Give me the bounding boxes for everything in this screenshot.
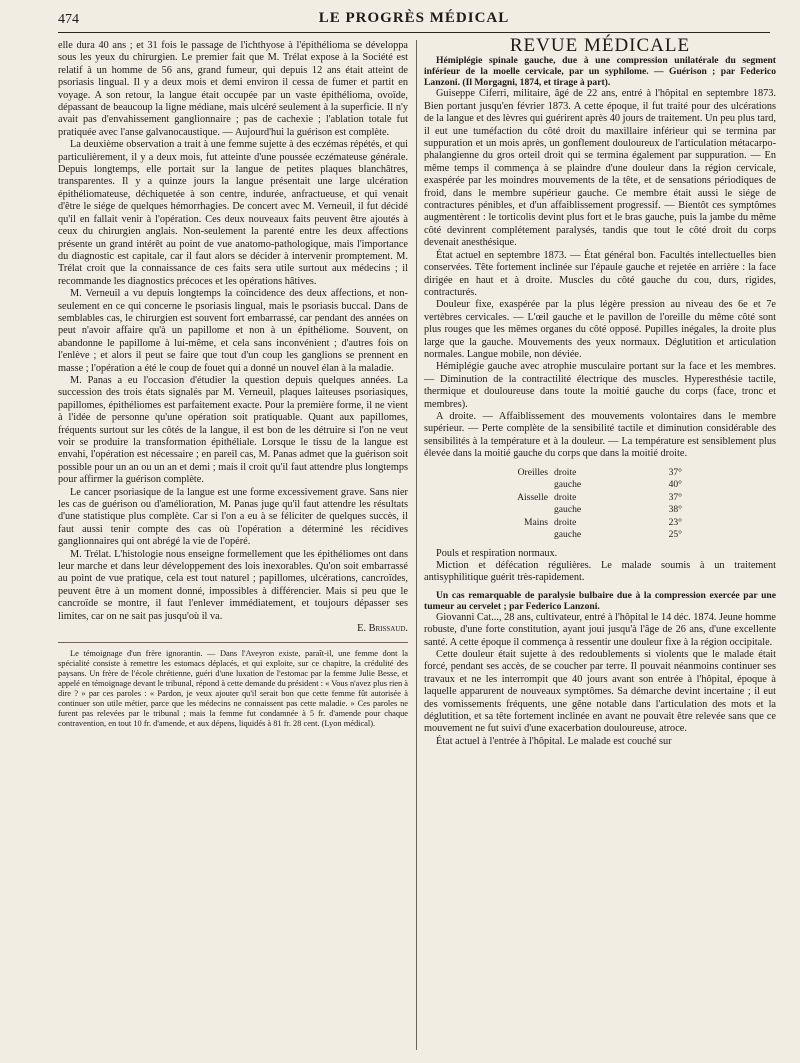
temperature-table (490, 467, 776, 542)
table-row (490, 467, 776, 480)
side-label: gauche (554, 504, 582, 516)
paragraph: État actuel en septembre 1873. — État général bon. Facultés intellectuelles bien conservées. Tête fortement inclinée sur l'épaule gauche et rejetée en arrière : la face dirigée en haut et à droite. Muscles du côté gauche du cou, durs, rigides, contracturés. (424, 249, 776, 298)
table-row (490, 529, 776, 542)
article-title: Hémiplégie spinale gauche, due à une compression unilatérale du segment inférieur de la moelle cervicale, par un syphilome. — Guérison ; par Federico Lanzoni. (Il Morgagni, 1874, et tirage à part). (424, 55, 776, 89)
paragraph: État actuel à l'entrée à l'hôpital. Le malade est couché sur (436, 735, 672, 747)
paragraph: M. Panas a eu l'occasion d'étudier la question depuis quelques années. La succession des trois états signalés par M. Verneuil, plaques laiteuses psoriasiques, papillomes, épithéliomes est parfaitement exacte. Pour la première forme, il ne vient à l'idée de personne qu'une opération soit pratiquable. Quant aux papillomes, fréquents surtout sur les côtés de la langue, il est bon de les détruire si l'on ne veut voir se produire la transformation épithéliale. Lorsque le tissu de la langue est envahi, l'opération est nécessaire ; en pareil cas, M. Panas admet que la guérison soit possible pour un an ou un an et demi ; mais il croit qu'il faut attendre plus longtemps pour affirmer la guérison complète. (58, 374, 408, 486)
paragraph: Pouls et respiration normaux. (436, 547, 558, 559)
article-title: Un cas remarquable de paralysie bulbaire due à la compression exercée par une tumeur au cervelet ; par Federico Lanzoni. (424, 589, 776, 612)
temp-value: 40° (668, 479, 682, 491)
page-number: 474 (58, 12, 79, 27)
table-row (490, 517, 776, 530)
temp-value: 23° (668, 516, 682, 528)
paragraph: elle dura 40 ans ; et 31 fois le passage de l'ichthyose à l'épithélioma se développa sous les yeux du chirurgien. Le premier fait que M. Trélat expose à la Société est relatif à un homme de 56 ans, grand fumeur, qui depuis 12 ans était atteint de psoriasis lingual. Il y a deux mois et demi environ il cessa de fumer et partit en voyage. A son retour, la langue était occupée par un vaste épithélioma, ovoïde, dépassant de beaucoup la ligne médiane, mais ulcéré seulement à la superficie. Il n'y avait pas d'envahissement ganglionnaire ; pas de cachexie ; l'ablation totale fut pratiquée avec l'anse galvanocaustique. — Aujourd'hui la guérison est complète. (58, 40, 408, 138)
paragraph: Guiseppe Ciferri, militaire, âgé de 22 ans, entré à l'hôpital en septembre 1873. Bien portant jusqu'en février 1873. A cette époque, il fut traité pour des ulcérations de la langue et des lèvres qui guérirent après 40 jours de traitement. Un peu plus tard, il eut une tuméfaction du côté droit du maxillaire inférieur qui se termina par suppuration et un mois après, un gonflement douloureux de l'articulation métacarpo-phalangienne du gros orteil droit qui se termina également par suppuration. — En même temps il commença à se plaindre d'une douleur dans la région cervicale, exaspérée par les moindres mouvements de la tête, et de sensations périodiques de froid, dans le membre supérieur gauche. Ce membre était aussi le siége de contractures pénibles, et d'un affaiblissement progressif. — Bientôt ces symptômes augmentèrent : le torticolis devint plus fort et le bras gauche, puis la jambe du même côté devinrent complétement paralysés, tandis que tout le côté droit du corps devenait anesthésique. (424, 88, 776, 249)
site-label: Aisselle (517, 491, 548, 503)
paragraph: Douleur fixe, exaspérée par la plus légère pression au niveau des 6e et 7e vertèbres cervicales. — L'œil gauche et le pavillon de l'oreille du même côté sont plus rouges que les mêmes organes du côté opposé. Pupilles inégales, la droite plus large que la gauche. Mouvements des yeux normaux. Déglutition et articulation normales. Langue mobile, non déviée. (424, 299, 776, 360)
footnote (58, 649, 408, 729)
temp-value: 38° (668, 504, 682, 516)
paragraph: La deuxième observation a trait à une femme sujette à des eczémas répétés, et qui particulièrement, il y a deux mois, fut atteinte d'une poussée eczémateuse générale. Depuis longtemps, elle portait sur la langue de petites plaques blanchâtres, transparentes. Il y a quinze jours la langue présentait une large ulcération épithéliomateuse, déchiquetée à son centre, indurée, anfractueuse, et qui venait d'être le siége de quelques hémorrhagies. De concert avec M. Verneuil, il fut décidé qu'il en fallait venir à l'opération. Ces deux nouveaux faits peuvent être ajoutés à ceux du chirurgien anglais. Non-seulement la parenté entre les deux affections présente un grand intérêt au point de vue anatomo-pathologique, mais l'importance du diagnostic est capitale, car il faut alors se décider à intervenir promptement. M. Trélat croit que la connaissance de ces faits sera utile surtout aux médecins ; il recommande les diagnostics précoces et les opérations hâtives. (58, 139, 408, 287)
site-label: Mains (524, 516, 548, 528)
table-row (490, 504, 776, 517)
footnote-rule (58, 642, 408, 643)
paragraph: Cette douleur était sujette à des redoublements si violents que le malade était forcé, pendant ses accès, de se coucher par terre. Il pouvait néanmoins continuer ses travaux et ne les interrompit que 40 jours avant son entrée à l'hôpital, époque à laquelle apparurent de nouveaux symptômes. Sa démarche devint incertaine ; il eut des vomissements fréquents, une gêne notable dans l'articulation des mots et la déglutition, et sa tête fortement inclinée en avant ne pouvait être relevée sans que ce mouvement ne fut suivi d'une exacerbation douloureuse, atroce. (424, 649, 776, 735)
temp-value: 37° (668, 466, 682, 478)
site-label (490, 504, 554, 517)
table-row (490, 479, 776, 492)
author-signature: E. Brissaud. (357, 623, 408, 635)
page-header (58, 10, 770, 34)
paragraph: A droite. — Affaiblissement des mouvements volontaires dans le membre supérieur. — Perte complète de la sensibilité tactile et diminution considérable des sensibilités à la température et à la douleur. — La température est sensiblement plus élevée dans la moitié gauche du corps que dans la moitié droite. (424, 410, 776, 460)
paragraph: M. Trélat. L'histologie nous enseigne formellement que les épithéliomes ont dans leur marche et dans leur développement des lois inexorables. Qu'on soit embarrassé au point de vue pratique, cela est tout naturel ; papillomes, ulcérations, cancroïdes, peuvent être à un moment donné, impossibles à différencier. Mais si peu que le cancroïde se montre, il faut l'enlever immédiatement, et toujours dépasser ses limites, car on ne sait pas jusqu'où il va. (58, 548, 408, 622)
side-label: droite (554, 466, 577, 478)
header-rule (58, 32, 770, 33)
paragraph: Hémiplégie gauche avec atrophie musculaire portant sur la face et les membres. — Diminution de la contractilité électrique des muscles. Hyperesthésie tactile, thermique et douloureuse dans toute la moitié gauche du corps (face, tronc et membres). (424, 361, 776, 410)
side-label: droite (554, 491, 577, 503)
site-label: Oreilles (517, 466, 548, 478)
temp-value: 37° (668, 491, 682, 503)
right-column (424, 35, 776, 748)
side-label: gauche (554, 479, 582, 491)
paragraph: Le cancer psoriasique de la langue est une forme excessivement grave. Sans nier les cas de guérison ou d'amélioration, M. Panas juge qu'il faut attendre les résultats d'une statistique plus complète. Car si l'on a eu à se féliciter de quelques succès, il faut aussi tenir compte des cas où l'opération a déterminé les récidives ganglionnaires qui ont abrégé la vie de l'opéré. (58, 486, 408, 548)
section-title: REVUE MÉDICALE (509, 35, 691, 56)
paragraph: Giovanni Cat..., 28 ans, cultivateur, entré à l'hôpital le 14 déc. 1874. Jeune homme robuste, d'une forte constitution, ayant joui jusqu'à l'âge de 26 ans, d'une excellente santé. A cette époque il commença à ressentir une douleur fixe à la région occipitale. (424, 611, 776, 648)
paragraph: Miction et défécation régulières. Le malade soumis à un traitement antisyphilitique guérit très-rapidement. (424, 560, 776, 584)
paragraph: M. Verneuil a vu depuis longtemps la coïncidence des deux affections, et non-seulement en ce qui concerne le psoriasis lingual, mais le psoriasis buccal. Dans de semblables cas, le chirurgien est souvent fort embarrassé, car pendant des années on peut n'avoir affaire qu'à un papillome et non à un épithéliome. Souvent, on abandonne le papillome à lui-même, et cela sans inconvénient ; d'autres fois on l'enlève ; et alors il peut se faire que tout d'un coup les ganglions se prennent en masse ; l'opération a été le coup de fouet qui a donné un nouvel élan à la maladie. (58, 288, 408, 374)
site-label (490, 479, 554, 492)
journal-title: LE PROGRÈS MÉDICAL (318, 10, 510, 26)
side-label: droite (554, 516, 577, 528)
left-column (58, 40, 408, 729)
site-label (490, 529, 554, 542)
temp-value: 25° (668, 529, 682, 541)
footnote-text: Le témoignage d'un frère ignorantin. — Dans l'Aveyron existe, paraît-il, une femme dont la spécialité consiste à remettre les estomacs déplacés, et qui exploite, sur ce chapitre, la crédulité des paysans. Un frère de l'école chrétienne, guéri d'une luxation de l'estomac par la femme Julie Besse, et appelé en témoignage devant le tribunal, répond à cette demande du président : « Vous n'avez plus rien à dire ? » par ces paroles : « Pardon, je veux ajouter qu'il serait bon que cette femme fût autorisée à continuer son utile métier, parce que les médecins ne connaissent pas cette maladie. » Ces paroles ne furent pas relevées par le tribunal ; mais la femme fut condamnée à 5 fr. d'amende pour chaque contravention, en tout 10 fr. d'amende, et aux dépens, liquidés à 81 fr. 28 cent. (Lyon médical). (58, 648, 408, 728)
table-row (490, 492, 776, 505)
side-label: gauche (554, 529, 582, 541)
column-divider (416, 40, 417, 1050)
